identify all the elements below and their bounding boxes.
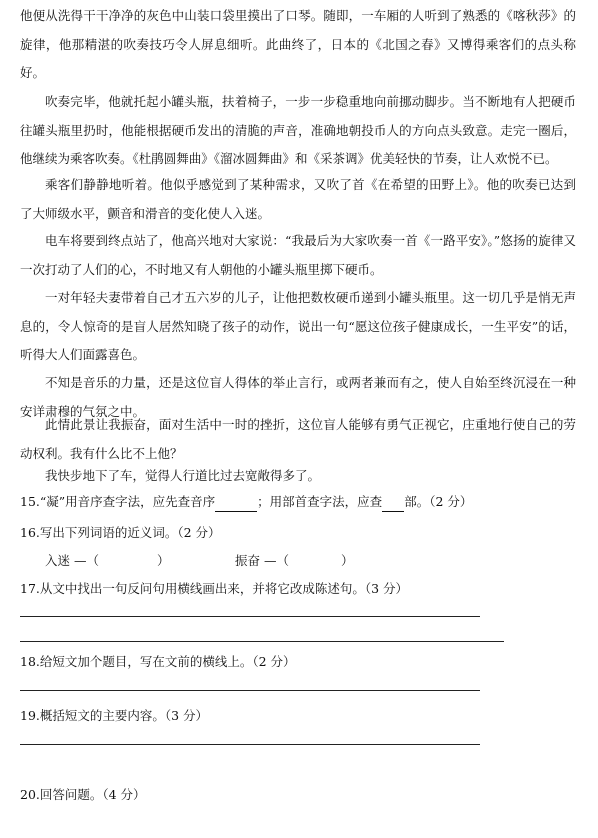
q15-radical-blank[interactable] [382,493,404,512]
answer-line-17b[interactable] [20,641,504,642]
question-15-suffix: 部。（2 分） [404,494,473,509]
answer-line-17a[interactable] [20,616,480,617]
question-19: 19.概括短文的主要内容。（3 分） [20,708,209,723]
question-18: 18.给短文加个题目，写在文前的横线上。（2 分） [20,654,296,669]
synonym-answer-2[interactable] [289,552,341,570]
story-paragraph-6: 不知是音乐的力量，还是这位盲人得体的举止言行，或两者兼而有之，使人自始至终沉浸在一种安详肃穆的气氛之中。 [20,375,576,419]
story-paragraph-5: 一对年轻夫妻带着自己才五六岁的儿子，让他把数枚硬币递到小罐头瓶里。这一切几乎是悄无声息的，令人惊奇的是盲人居然知晓了孩子的动作，说出一句“愿这位孩子健康成长，一生平安”的话，听得大人们面露喜色。 [20,290,576,362]
answer-line-19[interactable] [20,744,480,745]
question-16: 16.写出下列词语的近义词。（2 分） [20,525,221,540]
question-20: 20.回答问题。（4 分） [20,787,146,802]
synonym-word-2: 振奋 —（ [235,553,289,568]
story-paragraph-7: 此情此景让我振奋，面对生活中一时的挫折，这位盲人能够有勇气正视它，庄重地行使自己的劳动权利。我有什么比不上他？ [20,417,576,461]
story-paragraph-8: 我快步地下了车，觉得人行道比过去宽敞得多了。 [45,468,321,483]
story-paragraph-2: 吹奏完毕，他就托起小罐头瓶，扶着椅子，一步一步稳重地向前挪动脚步。当不断地有人把硬币往罐头瓶里扔时，他能根据硬币发出的清脆的声音，准确地朝投币人的方向点头致意。走完一圈后，他继续为乘客吹奏。《杜鹃圆舞曲》《溜冰圆舞曲》和《采茶调》优美轻快的节奏，让人欢悦不已。 [20,94,576,166]
story-paragraph-4: 电车将要到终点站了，他高兴地对大家说：“我最后为大家吹奏一首《一路平安》。”悠扬的旋律又一次打动了人们的心，不时地又有人朝他的小罐头瓶里掷下硬币。 [20,233,576,277]
question-15-middle: ；用部首查字法，应查 [257,494,383,509]
synonym-item-1 [45,552,170,570]
question-15-prefix: 15.“凝”用音序查字法，应先查音序 [20,494,216,509]
synonym-answer-1[interactable] [99,552,157,570]
q15-sequence-blank[interactable] [215,493,257,512]
synonym-close-1: ） [156,553,170,568]
synonym-word-1: 入迷 —（ [45,553,99,568]
question-15 [20,493,472,512]
synonym-close-2: ） [340,553,354,568]
answer-line-18[interactable] [20,690,480,691]
synonym-item-2 [235,552,354,570]
question-17: 17.从文中找出一句反问句用横线画出来，并将它改成陈述句。（3 分） [20,581,409,596]
story-paragraph-1: 他便从洗得干干净净的灰色中山装口袋里摸出了口琴。随即，一车厢的人听到了熟悉的《喀秋莎》的旋律，他那精湛的吹奏技巧令人屏息细听。此曲终了，日本的《北国之春》又博得乘客们的点头称好。 [20,8,576,80]
story-paragraph-3: 乘客们静静地听着。他似乎感觉到了某种需求，又吹了首《在希望的田野上》。他的吹奏已达到了大师级水平，颤音和滑音的变化使人入迷。 [20,177,576,221]
